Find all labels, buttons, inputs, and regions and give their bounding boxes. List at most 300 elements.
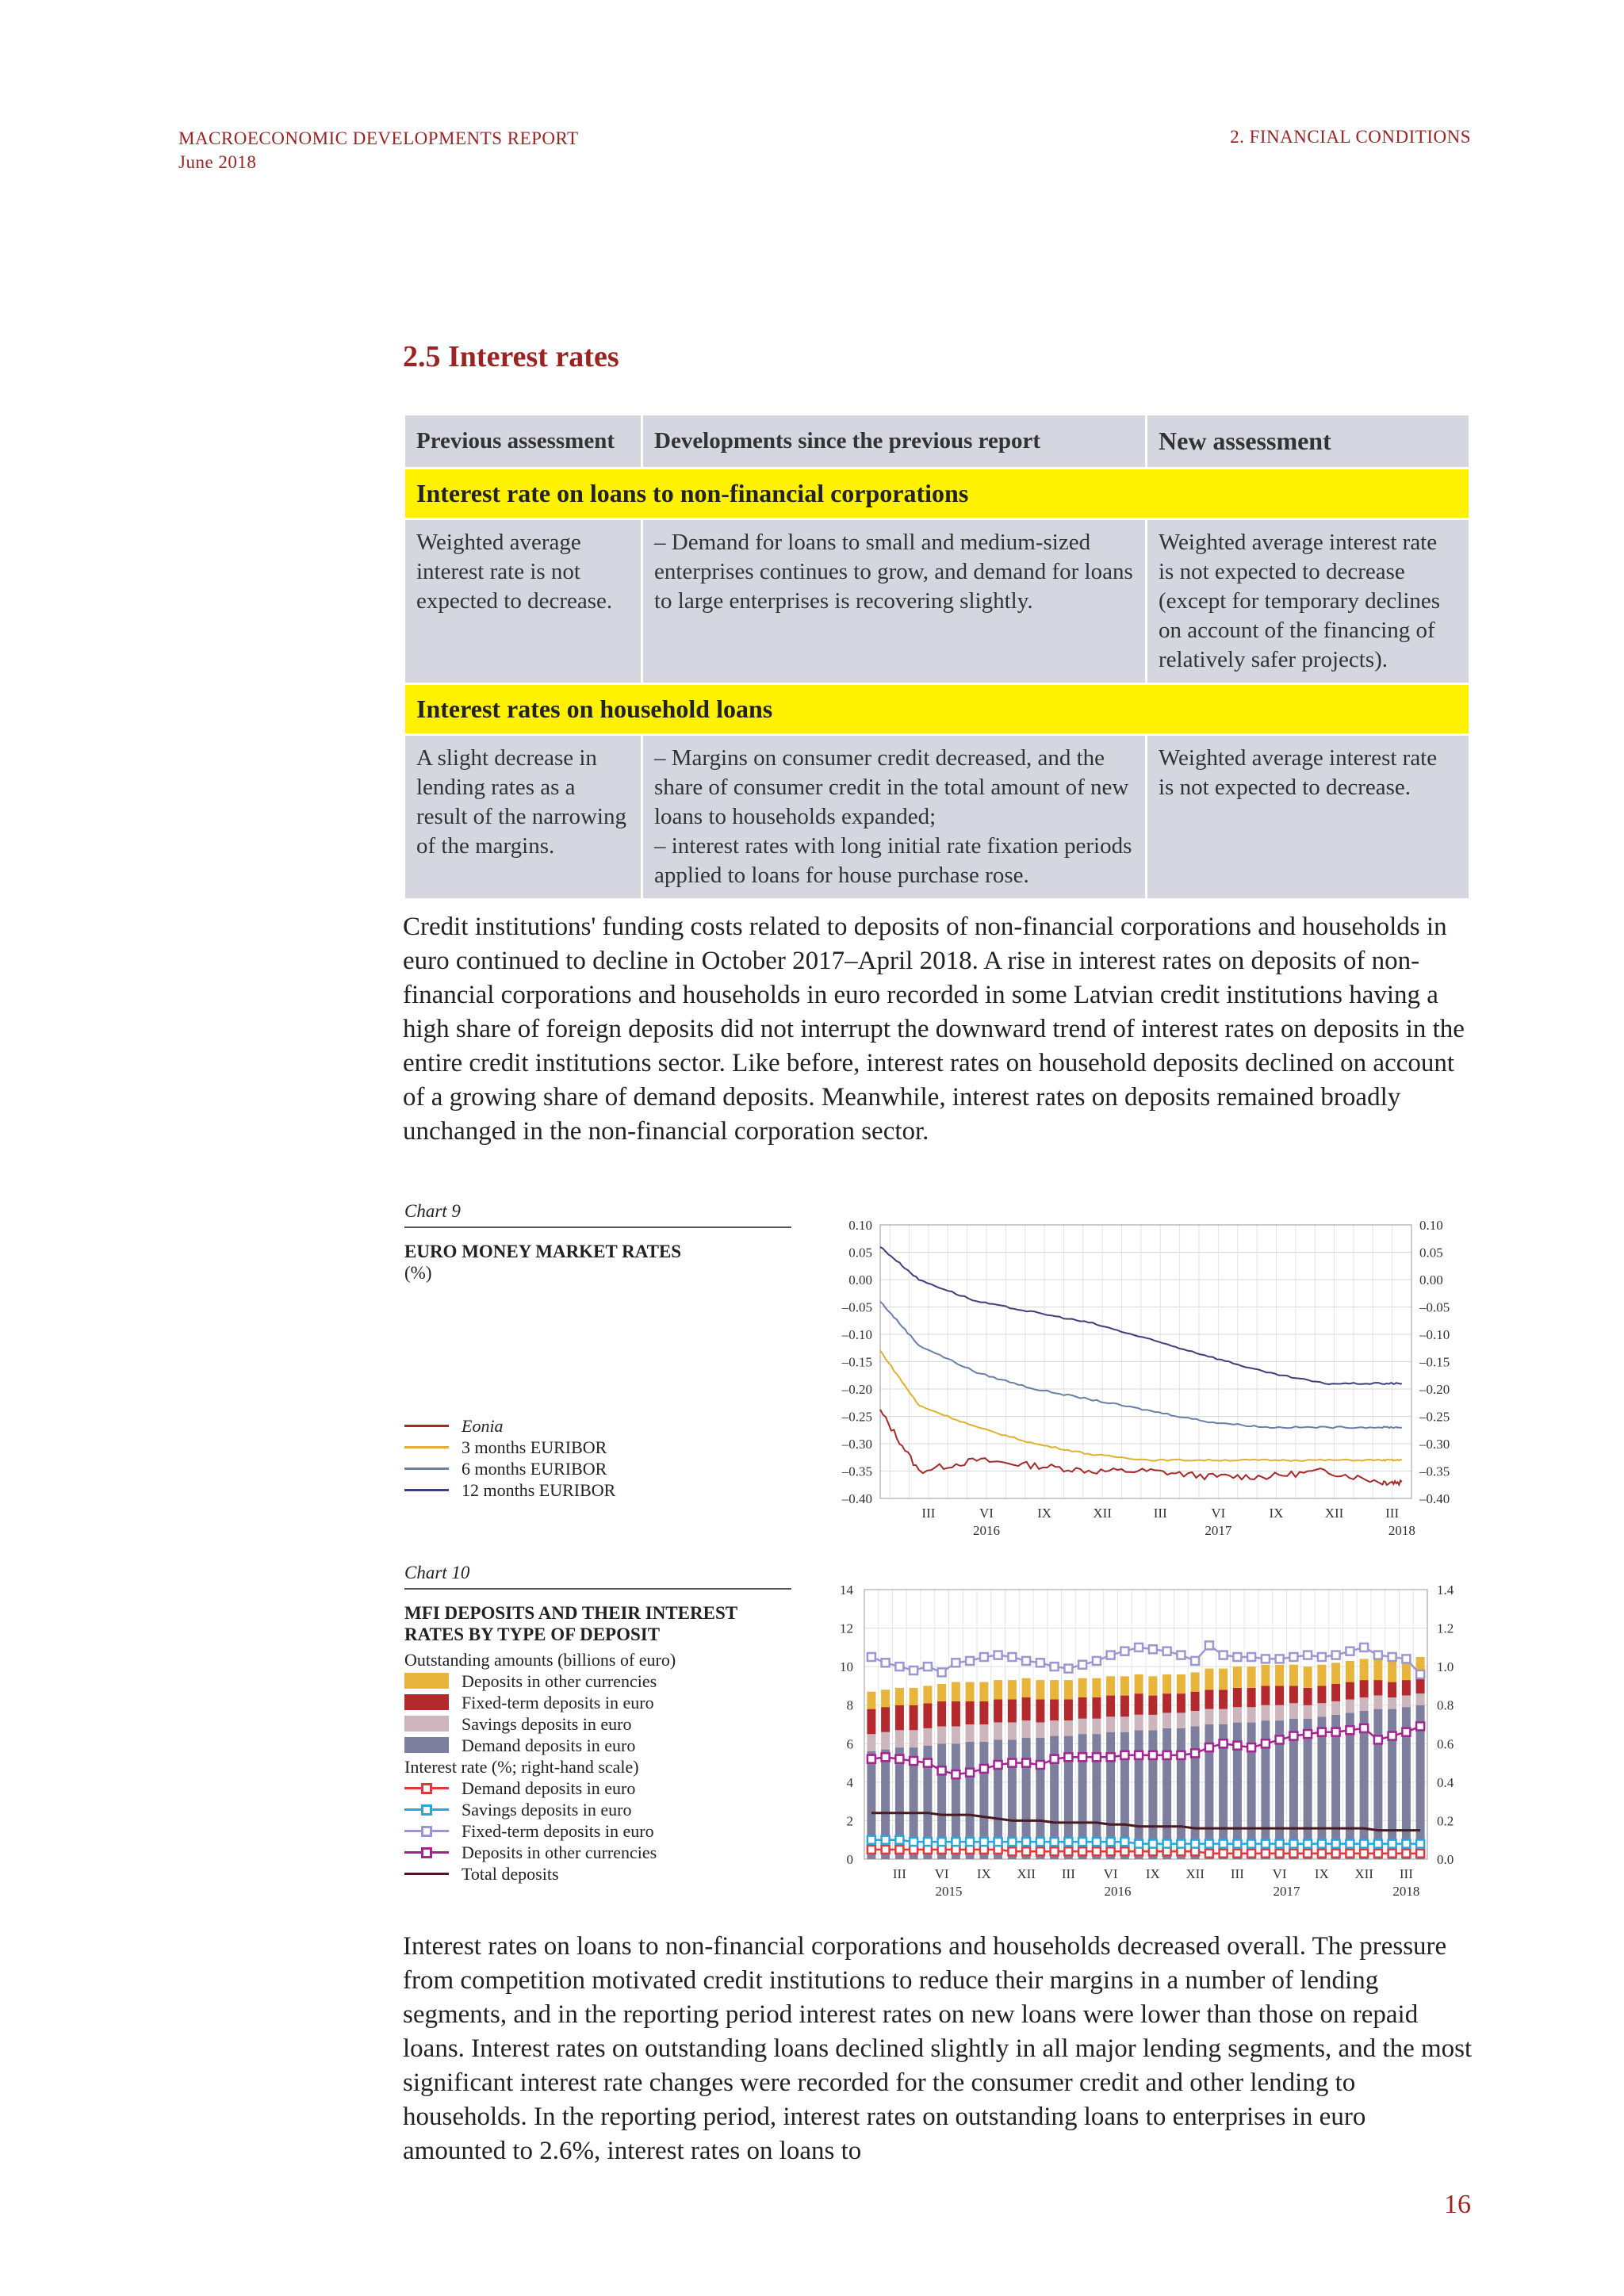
y-right-tick-label: 0.6 bbox=[1437, 1736, 1454, 1752]
legend-item bbox=[404, 1670, 676, 1692]
rate-marker bbox=[1064, 1847, 1072, 1855]
bar-segment bbox=[1078, 1719, 1087, 1734]
rate-marker bbox=[966, 1838, 974, 1846]
rate-marker bbox=[1374, 1850, 1382, 1858]
bar-segment bbox=[1135, 1715, 1143, 1730]
rate-marker bbox=[1135, 1840, 1143, 1848]
y-tick-label-right: 0.05 bbox=[1419, 1245, 1443, 1261]
legend-label: Eonia bbox=[462, 1416, 504, 1436]
y-left-tick-label: 4 bbox=[846, 1774, 853, 1790]
rate-marker bbox=[1036, 1761, 1044, 1769]
rate-marker bbox=[994, 1651, 1002, 1659]
bar-segment bbox=[910, 1705, 918, 1731]
rate-marker bbox=[1051, 1755, 1059, 1763]
rate-marker bbox=[952, 1659, 959, 1667]
rate-marker bbox=[895, 1846, 903, 1854]
x-tick-label: III bbox=[892, 1866, 906, 1881]
rate-marker bbox=[1402, 1850, 1410, 1858]
legend-marker bbox=[421, 1847, 432, 1858]
x-tick-label: III bbox=[1230, 1866, 1244, 1881]
y-right-tick-label: 0.2 bbox=[1437, 1813, 1454, 1829]
rate-marker bbox=[1191, 1657, 1199, 1665]
x-tick-label: IX bbox=[1314, 1866, 1329, 1881]
rate-marker bbox=[1107, 1753, 1115, 1761]
rate-marker bbox=[1163, 1840, 1171, 1848]
x-tick-label: XII bbox=[1185, 1866, 1205, 1881]
bar-segment bbox=[994, 1699, 1002, 1722]
bar-segment bbox=[867, 1734, 875, 1751]
bar-segment bbox=[1261, 1686, 1270, 1705]
bar-segment bbox=[1304, 1719, 1312, 1859]
cell-developments: – Demand for loans to small and medium-sized enterprises continues to grow, and demand for loans to large enterprises is recovering slightly. bbox=[642, 519, 1147, 684]
rate-marker bbox=[1107, 1838, 1115, 1846]
rate-marker bbox=[1078, 1753, 1086, 1761]
bar-segment bbox=[966, 1724, 975, 1742]
assessment-table bbox=[403, 413, 1471, 901]
rate-marker bbox=[895, 1836, 903, 1844]
rate-marker bbox=[952, 1770, 959, 1778]
bar-segment bbox=[952, 1726, 960, 1743]
legend-item bbox=[404, 1820, 676, 1842]
rate-marker bbox=[938, 1838, 946, 1846]
development-item: – interest rates with long initial rate fixation periods applied to loans for house purchase rose. bbox=[654, 833, 1132, 888]
rate-marker bbox=[1233, 1742, 1241, 1750]
rate-marker bbox=[1191, 1749, 1199, 1757]
bar-segment bbox=[1275, 1705, 1284, 1720]
rate-marker bbox=[1120, 1847, 1128, 1855]
rate-marker bbox=[868, 1836, 875, 1844]
rate-marker bbox=[1360, 1724, 1368, 1732]
y-right-tick-label: 1.0 bbox=[1437, 1659, 1454, 1675]
bar-segment bbox=[1162, 1674, 1171, 1693]
y-tick-label-right: –0.35 bbox=[1419, 1464, 1450, 1479]
rate-marker bbox=[868, 1653, 875, 1661]
rate-marker bbox=[1276, 1655, 1284, 1663]
rate-marker bbox=[1064, 1753, 1072, 1761]
chart10-legend bbox=[404, 1649, 676, 1885]
bar-segment bbox=[979, 1724, 988, 1742]
chart9-plot bbox=[809, 1197, 1483, 1546]
bar-segment bbox=[1275, 1665, 1284, 1686]
bar-segment bbox=[1233, 1688, 1242, 1707]
bar-segment bbox=[1317, 1716, 1326, 1859]
bar-segment bbox=[1106, 1676, 1115, 1695]
rate-marker bbox=[980, 1846, 988, 1854]
rate-marker bbox=[910, 1846, 917, 1854]
rate-marker bbox=[1205, 1641, 1213, 1649]
rate-marker bbox=[1064, 1838, 1072, 1846]
bar-segment bbox=[867, 1692, 875, 1709]
bar-segment bbox=[1373, 1696, 1382, 1709]
rate-marker bbox=[1008, 1759, 1016, 1767]
legend-line-3m bbox=[404, 1446, 449, 1448]
bar-segment bbox=[1022, 1678, 1031, 1697]
y-right-tick-label: 0.4 bbox=[1437, 1774, 1454, 1790]
rate-marker bbox=[1402, 1728, 1410, 1736]
rate-marker bbox=[1051, 1838, 1059, 1846]
bar-segment bbox=[923, 1703, 932, 1728]
bar-segment bbox=[1388, 1661, 1396, 1682]
rate-marker bbox=[1220, 1651, 1228, 1659]
legend-label: Fixed-term deposits in euro bbox=[462, 1693, 654, 1712]
column-header-new: New assessment bbox=[1147, 415, 1470, 469]
rate-marker bbox=[1388, 1840, 1396, 1848]
legend-line-eonia bbox=[404, 1425, 449, 1427]
rate-marker bbox=[895, 1663, 903, 1670]
bar-segment bbox=[1261, 1705, 1270, 1720]
y-tick-label-right: –0.10 bbox=[1419, 1327, 1450, 1342]
y-tick-label-left: 0.05 bbox=[848, 1245, 872, 1261]
bar-segment bbox=[1416, 1678, 1425, 1693]
rate-marker bbox=[924, 1663, 932, 1670]
rate-marker bbox=[1262, 1655, 1270, 1663]
table-group-row bbox=[404, 684, 1470, 735]
bar-segment bbox=[1402, 1696, 1411, 1708]
legend-marker bbox=[421, 1826, 432, 1837]
legend-label: Demand deposits in euro bbox=[462, 1778, 636, 1798]
bar-segment bbox=[1373, 1680, 1382, 1695]
cell-new: Weighted average interest rate is not expected to decrease. bbox=[1147, 735, 1470, 900]
legend-item bbox=[404, 1863, 676, 1885]
legend-label: Fixed-term deposits in euro bbox=[462, 1821, 654, 1841]
bar-segment bbox=[1317, 1665, 1326, 1686]
rate-marker bbox=[1022, 1657, 1030, 1665]
bar-segment bbox=[881, 1707, 890, 1732]
bar-segment bbox=[1177, 1693, 1185, 1712]
legend-label: 12 months EURIBOR bbox=[462, 1480, 616, 1500]
rate-marker bbox=[1332, 1850, 1340, 1858]
bar-segment bbox=[1036, 1723, 1044, 1738]
bar-segment bbox=[1177, 1712, 1185, 1728]
x-year-label: 2017 bbox=[1273, 1884, 1300, 1899]
rate-marker bbox=[1416, 1670, 1424, 1678]
rate-marker bbox=[910, 1757, 917, 1765]
x-tick-label: VI bbox=[979, 1506, 994, 1521]
x-tick-label: IX bbox=[1269, 1506, 1284, 1521]
legend-line bbox=[404, 1873, 449, 1875]
bar-segment bbox=[1331, 1684, 1340, 1701]
rate-marker bbox=[1191, 1840, 1199, 1848]
bar-segment bbox=[1120, 1696, 1129, 1717]
legend-subtitle: Interest rate (%; right-hand scale) bbox=[404, 1757, 639, 1777]
bar-segment bbox=[1036, 1680, 1044, 1699]
rate-marker bbox=[1360, 1644, 1368, 1651]
report-date: June 2018 bbox=[178, 152, 257, 172]
bar-segment bbox=[966, 1701, 975, 1724]
chart9-label: Chart 9 bbox=[404, 1201, 791, 1228]
bar-segment bbox=[1304, 1705, 1312, 1719]
rate-marker bbox=[1304, 1850, 1312, 1858]
rate-marker bbox=[952, 1838, 959, 1846]
table-header-row bbox=[404, 415, 1470, 469]
x-tick-label: VI bbox=[1272, 1866, 1287, 1881]
y-tick-label-left: –0.10 bbox=[841, 1327, 872, 1342]
x-tick-label: III bbox=[921, 1506, 936, 1521]
rate-marker bbox=[895, 1755, 903, 1763]
rate-marker bbox=[1036, 1847, 1044, 1855]
legend-swatch bbox=[404, 1673, 449, 1689]
y-tick-label-left: –0.15 bbox=[841, 1354, 872, 1370]
rate-marker bbox=[938, 1846, 946, 1854]
rate-marker bbox=[1036, 1838, 1044, 1846]
x-tick-label: VI bbox=[1103, 1866, 1118, 1881]
rate-marker bbox=[924, 1838, 932, 1846]
bar-segment bbox=[1219, 1669, 1228, 1690]
legend-swatch bbox=[404, 1737, 449, 1753]
rate-marker bbox=[1346, 1647, 1354, 1655]
rate-marker bbox=[1022, 1847, 1030, 1855]
legend-label: Deposits in other currencies bbox=[462, 1671, 657, 1691]
rate-marker bbox=[1107, 1847, 1115, 1855]
bar-segment bbox=[1064, 1699, 1073, 1720]
rate-marker bbox=[1022, 1759, 1030, 1767]
bar-segment bbox=[1008, 1680, 1017, 1699]
bar-segment bbox=[910, 1688, 918, 1705]
running-header-section: 2. FINANCIAL CONDITIONS bbox=[1230, 127, 1471, 147]
rate-marker bbox=[1051, 1847, 1059, 1855]
legend-item bbox=[404, 1799, 676, 1820]
rate-marker bbox=[1205, 1743, 1213, 1751]
rate-marker bbox=[1416, 1722, 1424, 1730]
y-tick-label-left: –0.20 bbox=[841, 1382, 872, 1397]
rate-marker bbox=[1177, 1751, 1185, 1759]
rate-marker bbox=[1276, 1735, 1284, 1743]
y-left-tick-label: 2 bbox=[846, 1813, 853, 1829]
x-tick-label: VI bbox=[934, 1866, 949, 1881]
rate-marker bbox=[1177, 1651, 1185, 1659]
rate-marker bbox=[924, 1846, 932, 1854]
x-year-label: 2017 bbox=[1205, 1523, 1232, 1538]
bar-segment bbox=[1022, 1720, 1031, 1738]
bar-segment bbox=[937, 1684, 946, 1701]
table-row bbox=[404, 519, 1470, 684]
bar-segment bbox=[1148, 1676, 1157, 1695]
x-tick-label: XII bbox=[1354, 1866, 1373, 1881]
rate-marker bbox=[910, 1667, 917, 1674]
y-tick-label-left: –0.40 bbox=[841, 1491, 872, 1506]
y-tick-label-left: –0.35 bbox=[841, 1464, 872, 1479]
bar-segment bbox=[1317, 1686, 1326, 1703]
rate-marker bbox=[1332, 1728, 1340, 1736]
table-row bbox=[404, 735, 1470, 900]
rate-marker bbox=[1289, 1840, 1297, 1848]
bar-segment bbox=[1205, 1689, 1213, 1709]
rate-marker bbox=[1388, 1850, 1396, 1858]
bar-segment bbox=[1078, 1678, 1087, 1697]
y-tick-label-right: 0.10 bbox=[1419, 1218, 1443, 1233]
rate-marker bbox=[1304, 1730, 1312, 1738]
bar-segment bbox=[1289, 1665, 1298, 1686]
bar-segment bbox=[1331, 1663, 1340, 1684]
bar-segment bbox=[1247, 1688, 1256, 1707]
bar-segment bbox=[1064, 1680, 1073, 1699]
chart10-plot bbox=[809, 1574, 1483, 1915]
bar-segment bbox=[910, 1730, 918, 1747]
rate-marker bbox=[1318, 1850, 1326, 1858]
bar-segment bbox=[1148, 1715, 1157, 1730]
rate-marker bbox=[924, 1759, 932, 1767]
rate-marker bbox=[1205, 1850, 1213, 1858]
rate-marker bbox=[938, 1766, 946, 1774]
rate-marker bbox=[1346, 1850, 1354, 1858]
cell-developments bbox=[642, 735, 1147, 900]
page-number: 16 bbox=[1444, 2190, 1471, 2219]
rate-marker bbox=[994, 1838, 1002, 1846]
bar-segment bbox=[1219, 1689, 1228, 1709]
bar-segment bbox=[1205, 1709, 1213, 1724]
y-right-tick-label: 0.8 bbox=[1437, 1697, 1454, 1713]
rate-marker bbox=[1093, 1838, 1101, 1846]
bar-segment bbox=[1261, 1665, 1270, 1686]
bar-segment bbox=[923, 1686, 932, 1703]
rate-marker bbox=[1078, 1847, 1086, 1855]
bar-segment bbox=[1008, 1723, 1017, 1740]
chart9-unit: (%) bbox=[404, 1263, 432, 1283]
legend-item bbox=[404, 1713, 676, 1735]
y-tick-label-left: 0.00 bbox=[848, 1272, 872, 1288]
rate-marker bbox=[1093, 1847, 1101, 1855]
y-tick-label-right: –0.30 bbox=[1419, 1437, 1450, 1452]
chart9-caption bbox=[404, 1201, 791, 1284]
legend-label: Savings deposits in euro bbox=[462, 1714, 632, 1734]
report-title: MACROECONOMIC DEVELOPMENTS REPORT bbox=[178, 128, 579, 148]
rate-marker bbox=[1135, 1644, 1143, 1651]
x-tick-label: III bbox=[1061, 1866, 1075, 1881]
column-header-developments: Developments since the previous report bbox=[642, 415, 1147, 469]
rate-marker bbox=[1163, 1647, 1171, 1655]
legend-label: Total deposits bbox=[462, 1864, 559, 1884]
y-left-tick-label: 14 bbox=[840, 1582, 853, 1598]
y-right-tick-label: 0.0 bbox=[1437, 1852, 1454, 1867]
bar-segment bbox=[1388, 1697, 1396, 1709]
bar-segment bbox=[952, 1701, 960, 1727]
chart10-title-line2: RATES BY TYPE OF DEPOSIT bbox=[404, 1624, 661, 1644]
rate-marker bbox=[1332, 1840, 1340, 1848]
rate-marker bbox=[966, 1846, 974, 1854]
bar-segment bbox=[895, 1705, 904, 1731]
legend-item bbox=[404, 1735, 676, 1756]
x-tick-label: IX bbox=[976, 1866, 991, 1881]
x-year-label: 2015 bbox=[935, 1884, 963, 1899]
rate-marker bbox=[1008, 1653, 1016, 1661]
bar-segment bbox=[1304, 1667, 1312, 1688]
rate-marker bbox=[1374, 1651, 1382, 1659]
y-right-tick-label: 1.2 bbox=[1437, 1621, 1454, 1636]
rate-marker bbox=[1163, 1751, 1171, 1759]
rate-marker bbox=[1276, 1850, 1284, 1858]
rate-marker bbox=[1008, 1838, 1016, 1846]
rate-marker bbox=[1388, 1653, 1396, 1661]
rate-marker bbox=[980, 1765, 988, 1773]
rate-marker bbox=[1416, 1850, 1424, 1858]
rate-marker bbox=[1304, 1840, 1312, 1848]
rate-marker bbox=[1346, 1726, 1354, 1734]
bar-segment bbox=[1050, 1680, 1059, 1699]
group-title-households: Interest rates on household loans bbox=[404, 684, 1470, 735]
rate-marker bbox=[1360, 1850, 1368, 1858]
development-item: – Margins on consumer credit decreased, and the share of consumer credit in the total amount of new loans to households expanded; bbox=[654, 745, 1129, 829]
bar-segment bbox=[1191, 1711, 1200, 1726]
y-tick-label-right: –0.20 bbox=[1419, 1382, 1450, 1397]
bar-segment bbox=[937, 1726, 946, 1743]
bar-segment bbox=[979, 1701, 988, 1724]
bar-segment bbox=[1120, 1676, 1129, 1695]
rate-marker bbox=[1064, 1665, 1072, 1673]
bar-segment bbox=[952, 1682, 960, 1701]
bar-segment bbox=[1373, 1659, 1382, 1680]
rate-marker bbox=[938, 1668, 946, 1676]
bar-segment bbox=[1360, 1697, 1369, 1711]
bar-segment bbox=[1191, 1692, 1200, 1711]
body-paragraph-1: Credit institutions' funding costs related to deposits of non-financial corporations and households in euro continued to decline in October 2017–April 2018. A rise in interest rates on deposits of non-financial corporations and households in euro recorded in some Latvian credit institutions having a high share of foreign deposits did not interrupt the downward trend of interest rates on deposits in the entire credit institutions sector. Like before, interest rates on household deposits declined on account of a growing share of demand deposits. Meanwhile, interest rates on deposits remained broadly unchanged in the non-financial corporation sector. bbox=[403, 913, 1465, 1146]
cell-previous: A slight decrease in lending rates as a result of the narrowing of the margins. bbox=[404, 735, 642, 900]
bar-segment bbox=[1317, 1703, 1326, 1716]
bar-segment bbox=[1050, 1699, 1059, 1720]
chart10-label: Chart 10 bbox=[404, 1563, 791, 1590]
y-tick-label-left: 0.10 bbox=[848, 1218, 872, 1233]
rate-marker bbox=[1220, 1840, 1228, 1848]
rate-marker bbox=[1120, 1751, 1128, 1759]
bar-segment bbox=[1360, 1680, 1369, 1697]
y-right-tick-label: 1.4 bbox=[1437, 1582, 1454, 1598]
rate-marker bbox=[1247, 1743, 1255, 1751]
rate-marker bbox=[1233, 1653, 1241, 1661]
rate-marker bbox=[1233, 1850, 1241, 1858]
bar-segment bbox=[1008, 1699, 1017, 1722]
y-tick-label-right: 0.00 bbox=[1419, 1272, 1443, 1288]
rate-marker bbox=[1318, 1840, 1326, 1848]
rate-marker bbox=[1388, 1732, 1396, 1740]
rate-marker bbox=[1051, 1663, 1059, 1670]
rate-marker bbox=[1262, 1739, 1270, 1747]
bar-segment bbox=[937, 1701, 946, 1727]
y-tick-label-right: –0.25 bbox=[1419, 1409, 1450, 1425]
legend-item bbox=[404, 1842, 676, 1863]
bar-segment bbox=[1346, 1661, 1354, 1682]
chart10-title-line1: MFI DEPOSITS AND THEIR INTEREST bbox=[404, 1603, 738, 1623]
rate-marker bbox=[1416, 1840, 1424, 1848]
rate-marker bbox=[1332, 1651, 1340, 1659]
bar-segment bbox=[979, 1682, 988, 1701]
legend-label: Savings deposits in euro bbox=[462, 1800, 632, 1820]
x-year-label: 2018 bbox=[1392, 1884, 1420, 1899]
running-header-left bbox=[178, 127, 579, 174]
rate-marker bbox=[1276, 1840, 1284, 1848]
bar-segment bbox=[923, 1728, 932, 1746]
bar-segment bbox=[1177, 1674, 1185, 1693]
y-left-tick-label: 8 bbox=[846, 1697, 853, 1713]
cell-previous: Weighted average interest rate is not expected to decrease. bbox=[404, 519, 642, 684]
rate-marker bbox=[1247, 1653, 1255, 1661]
rate-marker bbox=[1120, 1838, 1128, 1846]
x-tick-label: IX bbox=[1037, 1506, 1052, 1521]
bar-segment bbox=[1106, 1696, 1115, 1717]
legend-swatch bbox=[404, 1694, 449, 1710]
bar-segment bbox=[1135, 1693, 1143, 1715]
rate-marker bbox=[1233, 1840, 1241, 1848]
bar-segment bbox=[895, 1688, 904, 1705]
chart9-title: EURO MONEY MARKET RATES bbox=[404, 1242, 682, 1261]
bar-segment bbox=[1205, 1669, 1213, 1690]
bar-segment bbox=[1346, 1699, 1354, 1712]
rate-marker bbox=[1374, 1735, 1382, 1743]
legend-label: 6 months EURIBOR bbox=[462, 1459, 607, 1479]
bar-segment bbox=[1289, 1703, 1298, 1718]
bar-segment bbox=[1191, 1672, 1200, 1691]
rate-marker bbox=[868, 1755, 875, 1763]
rate-marker bbox=[1289, 1850, 1297, 1858]
legend-marker bbox=[421, 1804, 432, 1816]
